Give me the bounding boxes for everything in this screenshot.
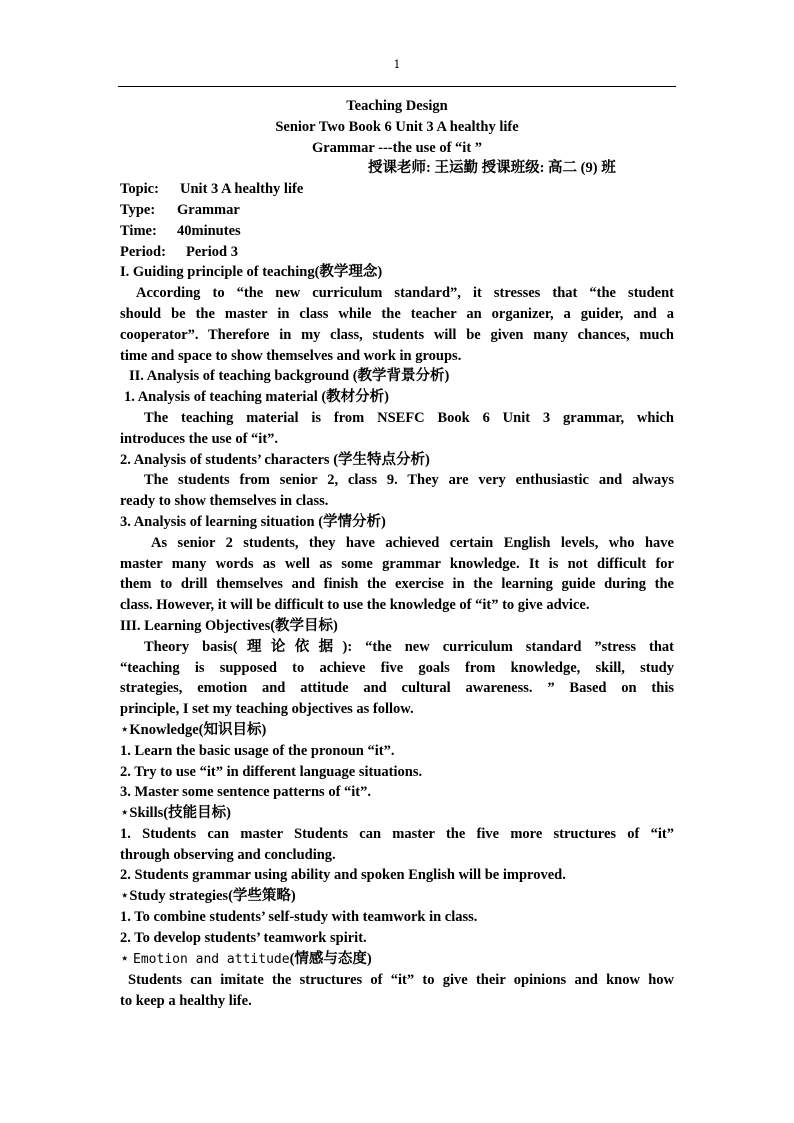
doc-topic-line: Grammar ---the use of “it ”: [311, 139, 483, 156]
doc-subtitle: Senior Two Book 6 Unit 3 A healthy life: [275, 118, 519, 135]
list-item: 2. To develop students’ teamwork spirit.: [120, 929, 367, 946]
paragraph-line: 1. Students can master Students can master the five more structures of “it”: [120, 825, 674, 842]
knowledge-heading: ⋆Knowledge(知识目标): [120, 721, 267, 738]
subsection-heading: 1. Analysis of teaching material (教材分析): [124, 389, 390, 406]
paragraph-line: time and space to show themselves and work in groups.: [120, 347, 462, 364]
paragraph-line: cooperator”. Therefore in my class, students will be given many chances, much: [120, 326, 674, 343]
emotion-heading-cn: (情感与态度): [289, 950, 372, 967]
section-3-heading: III. Learning Objectives(教学目标): [120, 617, 338, 634]
document-body: [120, 96, 674, 1012]
info-topic: [120, 179, 674, 200]
info-type: [120, 200, 674, 221]
paragraph-line: introduces the use of “it”.: [120, 430, 279, 447]
emotion-heading: [120, 949, 674, 971]
paragraph-line: As senior 2 students, they have achieved certain English levels, who have: [151, 534, 674, 551]
subsection-heading: 2. Analysis of students’ characters (学生特点分析): [120, 451, 430, 468]
paragraph-line: “teaching is supposed to achieve five goals from knowledge, skill, study: [120, 659, 674, 676]
list-item: 3. Master some sentence patterns of “it”.: [120, 784, 372, 801]
study-strategies-heading: ⋆Study strategies(学些策略): [120, 888, 296, 905]
paragraph-line: them to drill themselves and finish the exercise in the learning guide during the: [120, 576, 674, 593]
paragraph-line: 2. Students grammar using ability and spoken English will be improved.: [120, 867, 566, 884]
type-value: Grammar: [177, 201, 240, 218]
doc-title: Teaching Design: [346, 98, 448, 114]
period-value: Period 3: [186, 243, 238, 260]
section-2-heading: II. Analysis of teaching background (教学背景分析): [129, 368, 450, 385]
star-bullet-icon: ⋆: [120, 721, 130, 738]
paragraph-line: ready to show themselves in class.: [120, 493, 329, 510]
emotion-heading-en: Emotion and attitude: [133, 951, 290, 967]
star-bullet-icon: ⋆: [120, 888, 130, 905]
star-bullet-icon: ⋆: [120, 950, 130, 967]
paragraph-line: principle, I set my teaching objectives as follow.: [120, 701, 414, 718]
time-value: 40minutes: [177, 222, 241, 239]
paragraph-line: strategies, emotion and attitude and cultural awareness. ” Based on this: [120, 680, 674, 697]
page-number: 1: [393, 58, 401, 71]
topic-value: Unit 3 A healthy life: [180, 181, 304, 198]
header-divider: [118, 86, 676, 87]
paragraph-line: The students from senior 2, class 9. They are very enthusiastic and always: [144, 472, 674, 489]
paragraph-line: master many words as well as some grammar knowledge. It is not difficult for: [120, 555, 674, 572]
paragraph-line: According to “the new curriculum standard”, it stresses that “the student: [136, 285, 674, 302]
paragraph-line: to keep a healthy life.: [120, 993, 252, 1010]
info-period: [120, 242, 674, 263]
list-item: 2. Try to use “it” in different language situations.: [120, 763, 423, 780]
section-1-heading: I. Guiding principle of teaching(教学理念): [120, 264, 383, 281]
list-item: 1. Learn the basic usage of the pronoun “it”.: [120, 742, 395, 759]
type-label: Type:: [120, 201, 156, 218]
paragraph-line: The teaching material is from NSEFC Book 6 Unit 3 grammar, which: [144, 409, 674, 426]
info-time: [120, 221, 674, 242]
paragraph-line: through observing and concluding.: [120, 846, 336, 863]
subsection-heading: 3. Analysis of learning situation (学情分析): [120, 513, 386, 530]
list-item: 1. To combine students’ self-study with teamwork in class.: [120, 909, 478, 926]
time-label: Time:: [120, 222, 157, 239]
paragraph-line: Students can imitate the structures of “it” to give their opinions and know how: [128, 972, 674, 989]
paragraph-line: Theory basis(理论依据): “the new curriculum standard ”stress that: [144, 638, 674, 655]
teacher-line: 授课老师: 王运勤 授课班级: 高二 (9) 班: [368, 160, 616, 177]
paragraph-line: should be the master in class while the teacher an organizer, a guider, and a: [120, 305, 674, 322]
star-bullet-icon: ⋆: [120, 805, 130, 822]
paragraph-line: class. However, it will be difficult to use the knowledge of “it” to give advice.: [120, 597, 590, 614]
skills-heading: ⋆Skills(技能目标): [120, 805, 231, 822]
period-label: Period:: [120, 243, 166, 260]
topic-label: Topic:: [120, 181, 159, 198]
